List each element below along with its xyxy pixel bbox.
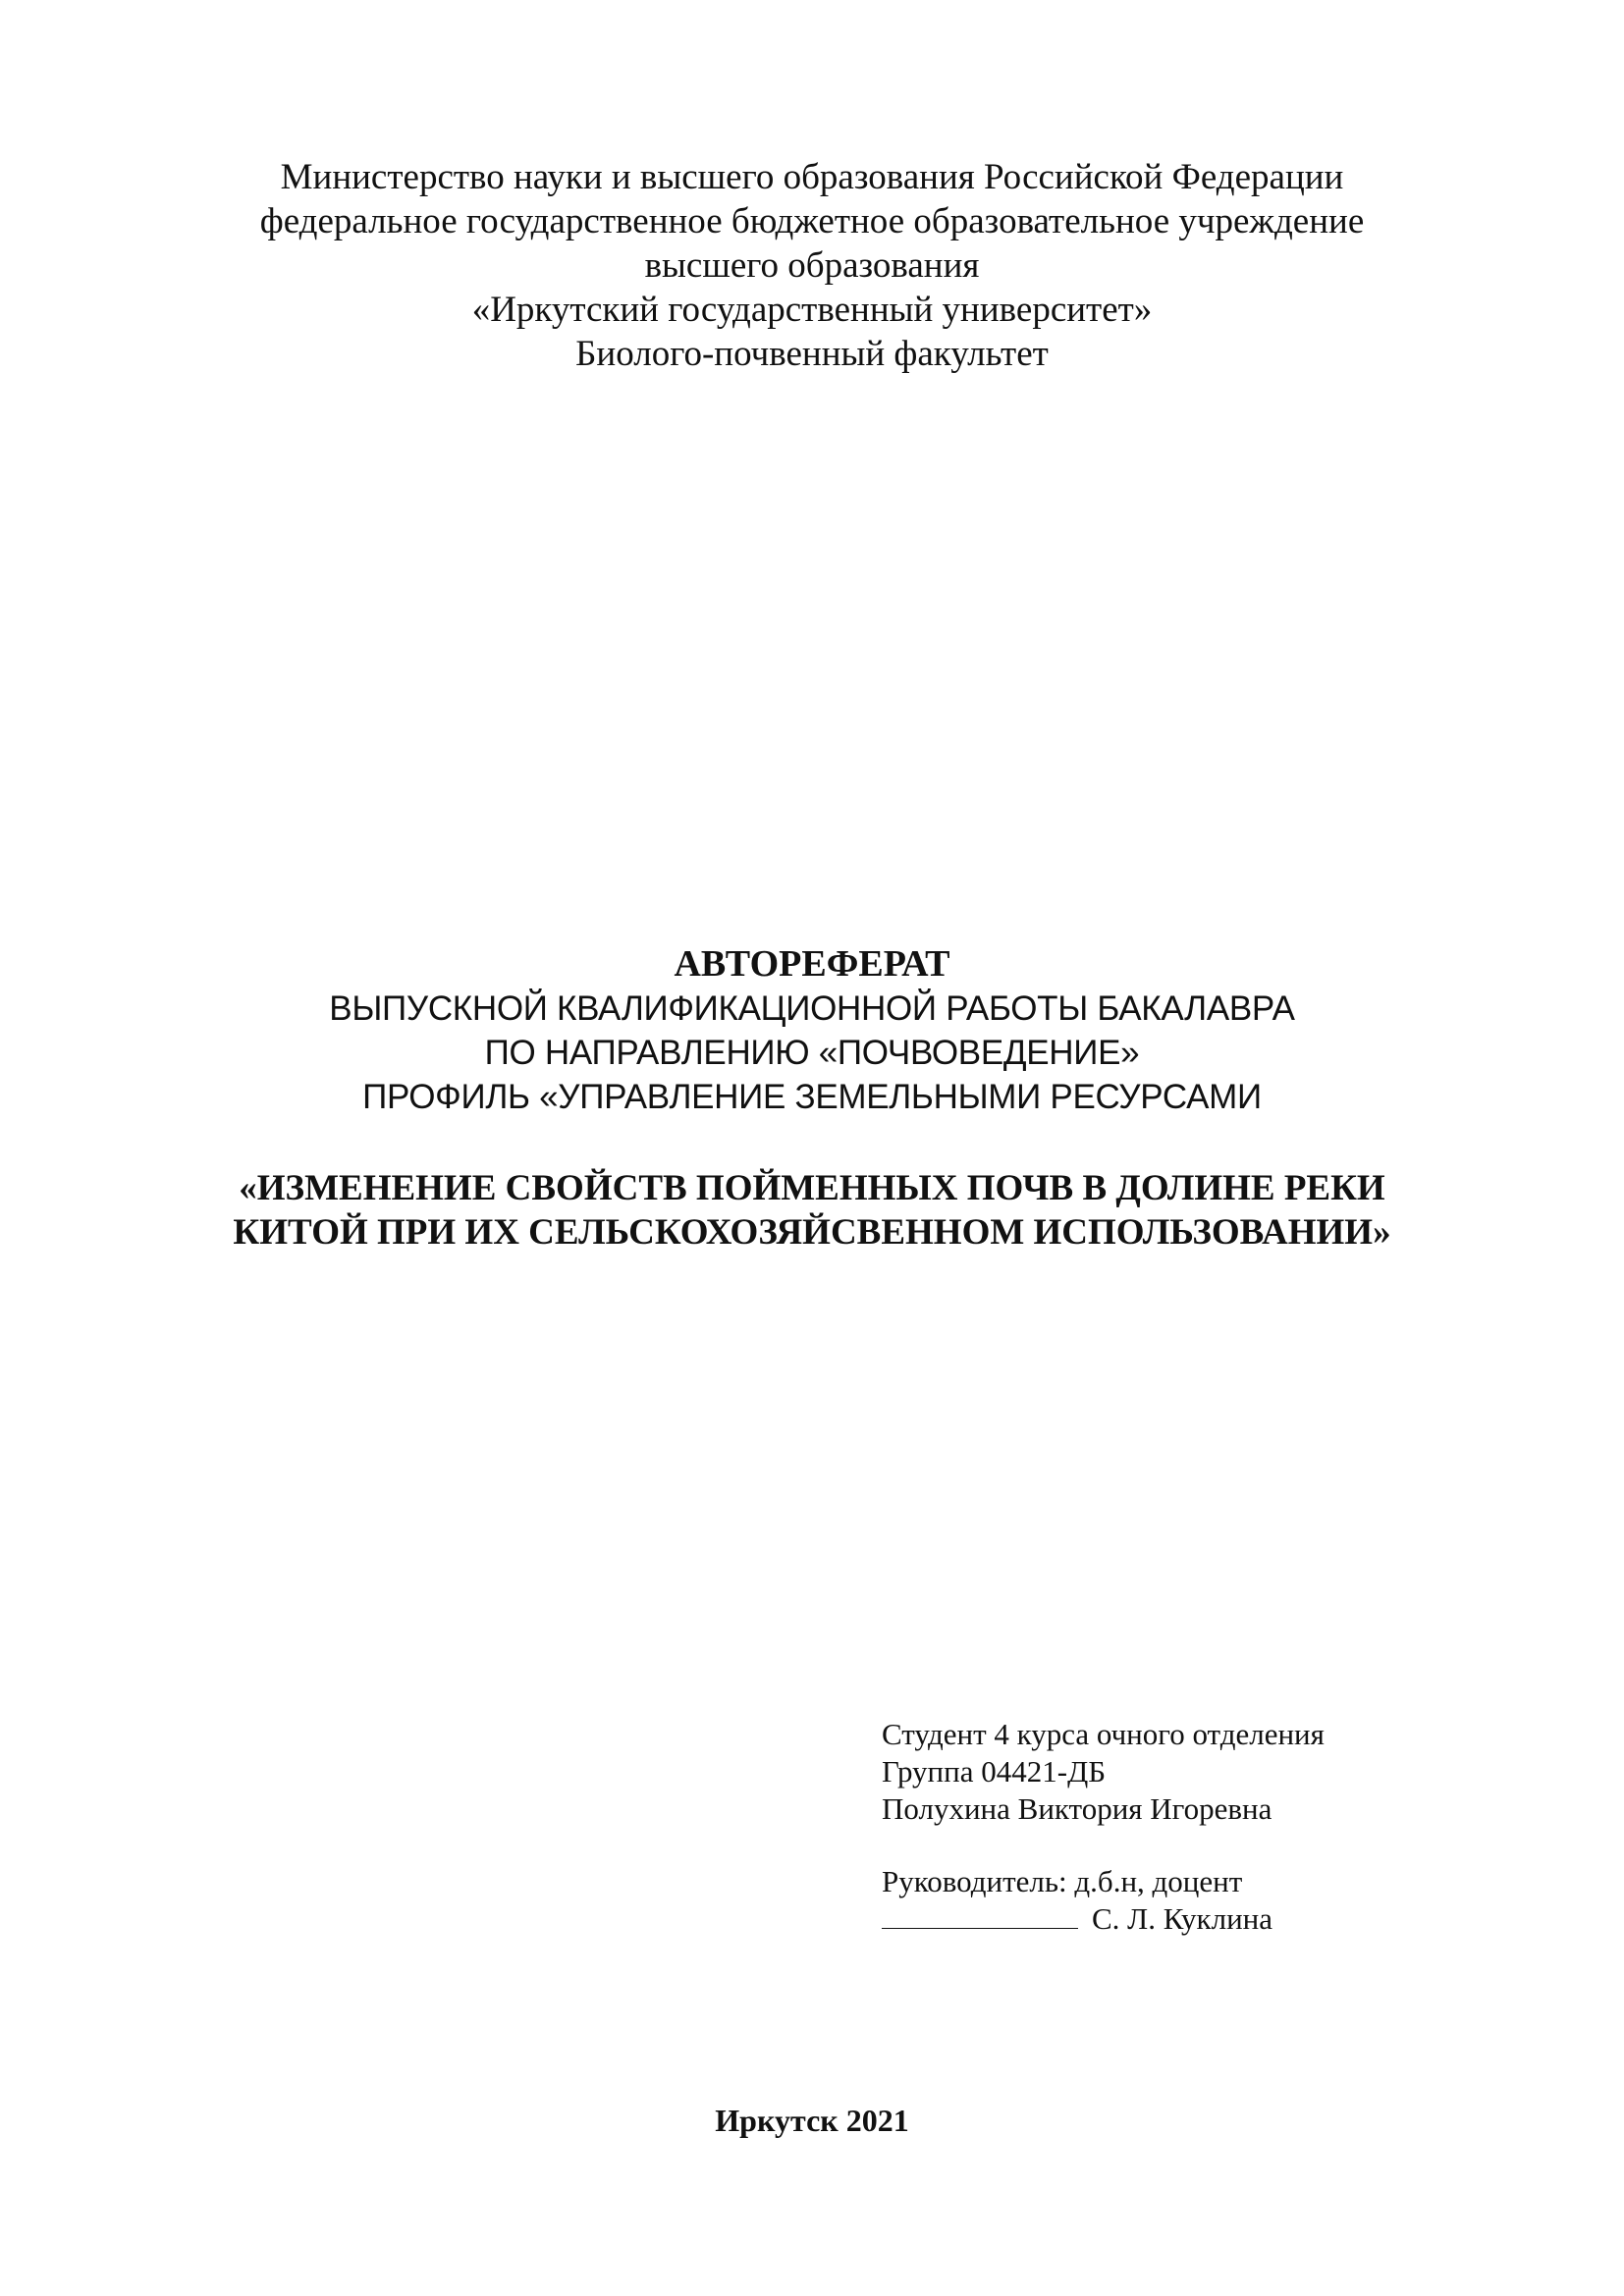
- work-type-line: ВЫПУСКНОЙ КВАЛИФИКАЦИОННОЙ РАБОТЫ БАКАЛАВРА: [329, 989, 1295, 1028]
- student-group: Группа 04421-ДБ: [882, 1754, 1107, 1789]
- document-type: АВТОРЕФЕРАТ: [674, 943, 950, 985]
- ministry-line: Министерство науки и высшего образования Российской Федерации: [280, 157, 1344, 197]
- student-name: Полухина Виктория Игоревна: [882, 1791, 1272, 1826]
- info-spacer: [882, 1828, 1325, 1863]
- city-year: Иркутск 2021: [715, 2103, 909, 2138]
- supervisor-label: Руководитель: д.б.н, доцент: [882, 1864, 1243, 1898]
- document-type-block: [0, 942, 1624, 1119]
- institution-header: [0, 155, 1624, 376]
- student-course: Студент 4 курса очного отделения: [882, 1717, 1325, 1751]
- faculty-line: Биолого-почвенный факультет: [575, 334, 1049, 374]
- direction-line: ПО НАПРАВЛЕНИЮ «ПОЧВОВЕДЕНИЕ»: [484, 1034, 1140, 1072]
- profile-line: ПРОФИЛЬ «УПРАВЛЕНИЕ ЗЕМЕЛЬНЫМИ РЕСУРСАМИ: [362, 1078, 1262, 1116]
- education-level-line: высшего образования: [644, 245, 980, 286]
- supervisor-name: С. Л. Куклина: [1092, 1901, 1273, 1936]
- signature-line: [882, 1904, 1078, 1929]
- supervisor-signature-row: [882, 1900, 1325, 1938]
- university-name-line: «Иркутский государственный университет»: [471, 290, 1153, 330]
- institution-type-line: федеральное государственное бюджетное образовательное учреждение: [259, 201, 1365, 241]
- thesis-title-line-1: «ИЗМЕНЕНИЕ СВОЙСТВ ПОЙМЕННЫХ ПОЧВ В ДОЛИНЕ РЕКИ: [239, 1168, 1385, 1208]
- thesis-title: [0, 1166, 1624, 1255]
- thesis-title-line-2: КИТОЙ ПРИ ИХ СЕЛЬСКОХОЗЯЙСВЕННОМ ИСПОЛЬЗОВАНИИ»: [233, 1212, 1391, 1253]
- author-info-block: [882, 1716, 1325, 1938]
